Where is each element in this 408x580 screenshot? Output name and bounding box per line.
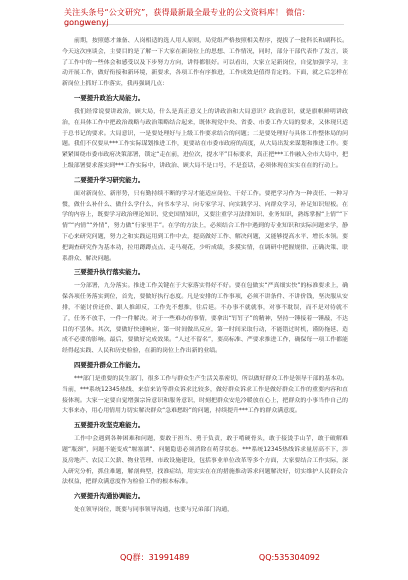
- document-body: [62, 36, 348, 546]
- body-paragraph: 处在领导岗位，既要与同事领导沟通，也要与兄弟部门沟通，: [74, 507, 234, 514]
- header-text: 关注头条号“公文研究”，获得最新最全最专业的公文资料库！ 微信：gongwenyj: [64, 8, 311, 27]
- body-paragraph: ***部门是重要的民生部门，很多工作与群众生产生活关系密切，所以做好群众工作是领导干部的基本功。当前，***系统12345热线、来信来访等群众诉求比较多，做好群众诉求工作是做好群众工作的重要内容和直接体现。大家一定要自觉增强宗旨意识和服务意识，时刻把群众安危冷暖放在心上，把群众的小事当作自己的大事来办，用心用情用力切实解决群众“急难愁盼”的问题，持续提升***工作的群众满意度。: [62, 375, 348, 415]
- footer-qq-contact: QQ:535304092: [258, 552, 320, 562]
- body-paragraph: 面对新岗位、新形势，只有勤持续不断的学习才能适应岗位、干好工作。要把学习作为一种责任、一种习惯，做什么补什么、做什么学什么，向书本学习、向专家学习、向实践学习、向群众学习，补足知识短板。在学的内容上，既要学习政治理论知识、党史国情知识，又要注重学习法律知识、业务知识，熟练掌握“上情”“下情”“内情”“外情”，努力做“行家里手”。在学的方法上，必须结合工作中遇到的专业知识和实际问题来学，静下心来研究问题，努力之和实践运用到工作中去，提高做好工作、解决问题，又能够提高水平、增长本领。要把调查研究作为基本功，拉用蹲蹲点点、走马观花，少听成绩，多摸实情，在调研中把握规律、正确决策、联系群众、解决问题。: [62, 190, 348, 262]
- body-paragraph: 一分部署，九分落实。推进工作关键在于大家落实得好不好。要在包做实“严真细实快”的标准要求上，确保各项任务落实到位，首先，要做好执行态度。凡是安排的工作事项，必须不讲条件、不讲价钱，坚决服从安排，不能讨价还价、跟人推卸反，工作先不想推，往后延。不办事不就就事，对事不耽误，而不是对待就不了，任务不放手，一件一件解决。对于一些难办的事情，要拿出“钉钉子”的精神，坚持一锤接着一锤敲，不达目的不罢休。其次，要做好快速响应，第一时间做出反应，第一时间采取行动，不能错过时机，谨防拖延、造成不必要的影响。最后，要做好完成效果。“人过不留名”，要高标准、严要求推进工作，确保每一项工作都能经得起实践、人民和历史检验，在新的岗位上作出新的业绩。: [62, 283, 348, 355]
- page-header: [64, 10, 344, 25]
- section-heading: 二要提升学习研究能力。: [74, 175, 145, 184]
- body-paragraph: 工作中会遇到各种困难和问题，要敢于担当、勇于负责，敢于啃硬骨头，敢于接烫手山芋，敢于破解难题“瓶颈”，问题不能变成“堰塞湖”、问题隐患必须消除在萌芽状态。***系统12345热线诉求量居高不下，涉及房地产、农民工欠薪、物业管理、市政设施建设，包括事业单位改革等多个方面，大家要结合工作实际，深入研究分析，抓住难题，解剖典型，找准症结，用实实在在的措施推动诉求问题解决好，切实维护人民群众合法权益，把群众满意度作为检验工作的根本标准。: [62, 436, 348, 486]
- section-heading: 三要提升执行落实能力。: [74, 268, 145, 277]
- page-footer: [120, 550, 320, 564]
- section-heading: 六要提升沟通协调能力。: [74, 492, 145, 501]
- section-heading: 五要提升攻坚克难能力。: [74, 421, 145, 430]
- section-heading: 一要提升政治大局能力。: [74, 93, 145, 102]
- section-heading: 四要提升群众工作能力。: [74, 360, 145, 369]
- body-paragraph: 前期，按照德才兼备、人岗相适的选人用人原则，局党组严格按照相关程序，提拔了一批科长和副科长。今天这次座谈会，主要目的是了解一下大家在新岗位上的思想、工作情况，同时，部分干部代表作了发言，谈了工作中的一些体会和感受以及下步努力方向，讲得都很好。可以看出，大家立足新岗位，自觉加强学习，主动开展工作，做好衔接和新环境，新要求，各项工作有序推进，工作成效是值得肯定的。下面，就之后怎样在新岗位上抓好工作落实，我再强调几点：: [62, 38, 348, 88]
- footer-qq-group: QQ群：31991489: [120, 552, 190, 562]
- body-paragraph: 我们经常说要讲政治，顾大局，什么是真正意义上的讲政治和大局意识？政治意识，就是旗帜鲜明讲政治，在具体工作中把政治战略与政治策略结合起来，既体现党中央、省委、市委工作大局的要求，又体现只适于总书记的要求。大局意识，一是要处理好与上级工作要求结合的问题；二是要处理好与具体工作整体局的问题。我们不仅要从***工作实际谋划推进工作，更要站在市委市政府的高度，从大局出发来谋划和推进工作。要紧紧围绕市委市政府决策部署，锁定“走在前，进位次，提水平”目标要求，真正把***工作融入全市大局中，把上级部署要求落实到***工作实际中，讲政治、顾大局不是口号，不是套话，必须体现在实实在在的行动上。: [62, 108, 348, 169]
